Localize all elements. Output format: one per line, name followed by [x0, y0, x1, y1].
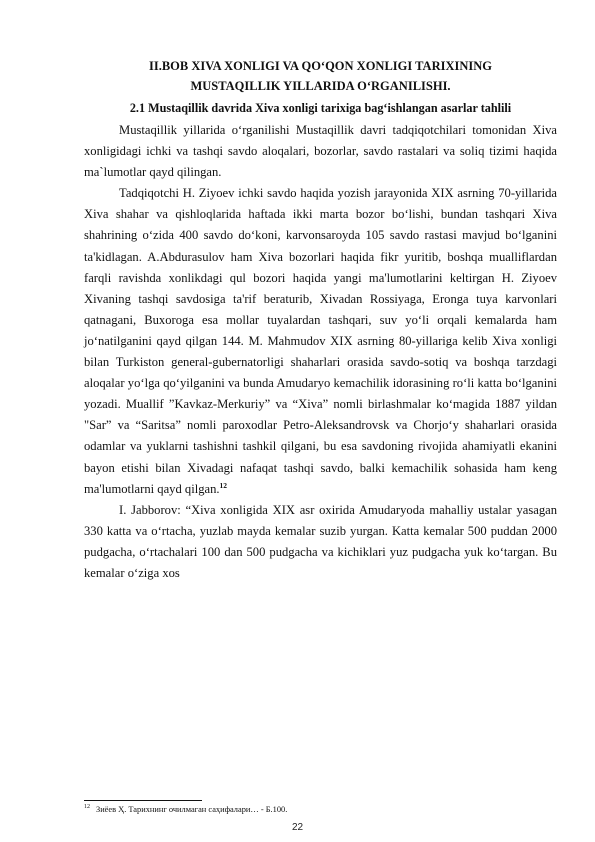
section-title: 2.1 Mustaqillik davrida Xiva xonligi tarixiga bag‘ishlangan asarlar tahlili: [129, 101, 512, 115]
footnote-text: Зиёев Ҳ. Тарихнинг очилмаган саҳифалари… - Б.100.: [96, 805, 288, 814]
paragraph-1: Mustaqillik yillarida o‘rganilishi Mustaqillik davri tadqiqotchilari tomonidan Xiva xonligidagi ichki va tashqi savdo aloqalari, bozorlar, savdo rastalari va soliq tizimi haqida ma`lumotlar qayd qilingan.: [84, 123, 557, 180]
footnote: [84, 804, 557, 815]
footnote-reference: 12: [219, 480, 228, 490]
paragraph-2-text: Tadqiqotchi H. Ziyoev ichki savdo haqida yozish jarayonida XIX asrning 70-yillarida Xiva shahar va qishloqlarida haftada ikki marta bozor bo‘lishi, bundan tashqari Xiva shahrining o‘zida 400 savdo do‘koni, karvonsaroyda 105 savdo rastasi mavjud bo‘lganini ta'kidlagan. A.Abdurasulov ham Xiva bozorlari haqida fikr yuritib, boshqa mualliflardan farqli ravishda xonlikdagi qul bozori haqida yangi ma'lumotlarini keltirgan H. Ziyoev Xivaning tashqi savdosiga ta'rif beraturib, Xivadan Rossiyaga, Eronga tuya karvonlari qatnagani, Buxoroga esa mollar tuyalardan tashqari, suv yo‘li orqali kemalarda ham jo‘natilganini qayd qilgan 144. M. Mahmudov XIX asrning 80-yillariga kelib Xiva xonligi bilan Turkiston general-gubernatorligi shaharlari orasida savdo-sotiq va boshqa tarzdagi aloqalar yo‘lga qo‘yilganini va bunda Amudaryo kemachilik idorasining ro‘li katta bo‘lganini yozadi. Muallif ”Kavkaz-Merkuriy” va “Xiva” nomli birlashmalar ko‘magida 1887 yildan "Sar” va “Saritsa” nomli paroxodlar Petro-Aleksandrovsk va Chorjo‘y shaharlari orasida odamlar va yuklarni tashishni tashkil qilgani, bu esa savdoning rivojida ahamiyatli ekanini bayon etishi bilan Xivadagi nafaqat tashqi savdo, balki kemachilik sohasida ham keng ma'lumotlarni qayd qilgan.: [84, 186, 557, 496]
body-text: [84, 120, 557, 584]
footnote-divider: [84, 800, 202, 801]
page-number: 22: [291, 822, 304, 833]
paragraph-3: I. Jabborov: “Xiva xonligida XIX asr oxirida Amudaryoda mahalliy ustalar yasagan 330 katta va o‘rtacha, yuzlab mayda kemalar suzib yurgan. Katta kemalar 500 puddan 2000 pudgacha, o‘rtachalari 100 dan 500 pudgacha va kichiklari yuz pudgacha yuk ko‘targan. Bu kemalar o‘ziga xos: [84, 502, 557, 580]
paragraph-2: [84, 183, 557, 499]
footnote-number: 12: [84, 804, 90, 811]
chapter-title-line-1: II.BOB XIVA XONLIGI VA QO‘QON XONLIGI TARIXINING: [148, 59, 493, 73]
chapter-title-line-2: MUSTAQILLIK YILLARIDA O‘RGANILISHI.: [190, 79, 451, 93]
